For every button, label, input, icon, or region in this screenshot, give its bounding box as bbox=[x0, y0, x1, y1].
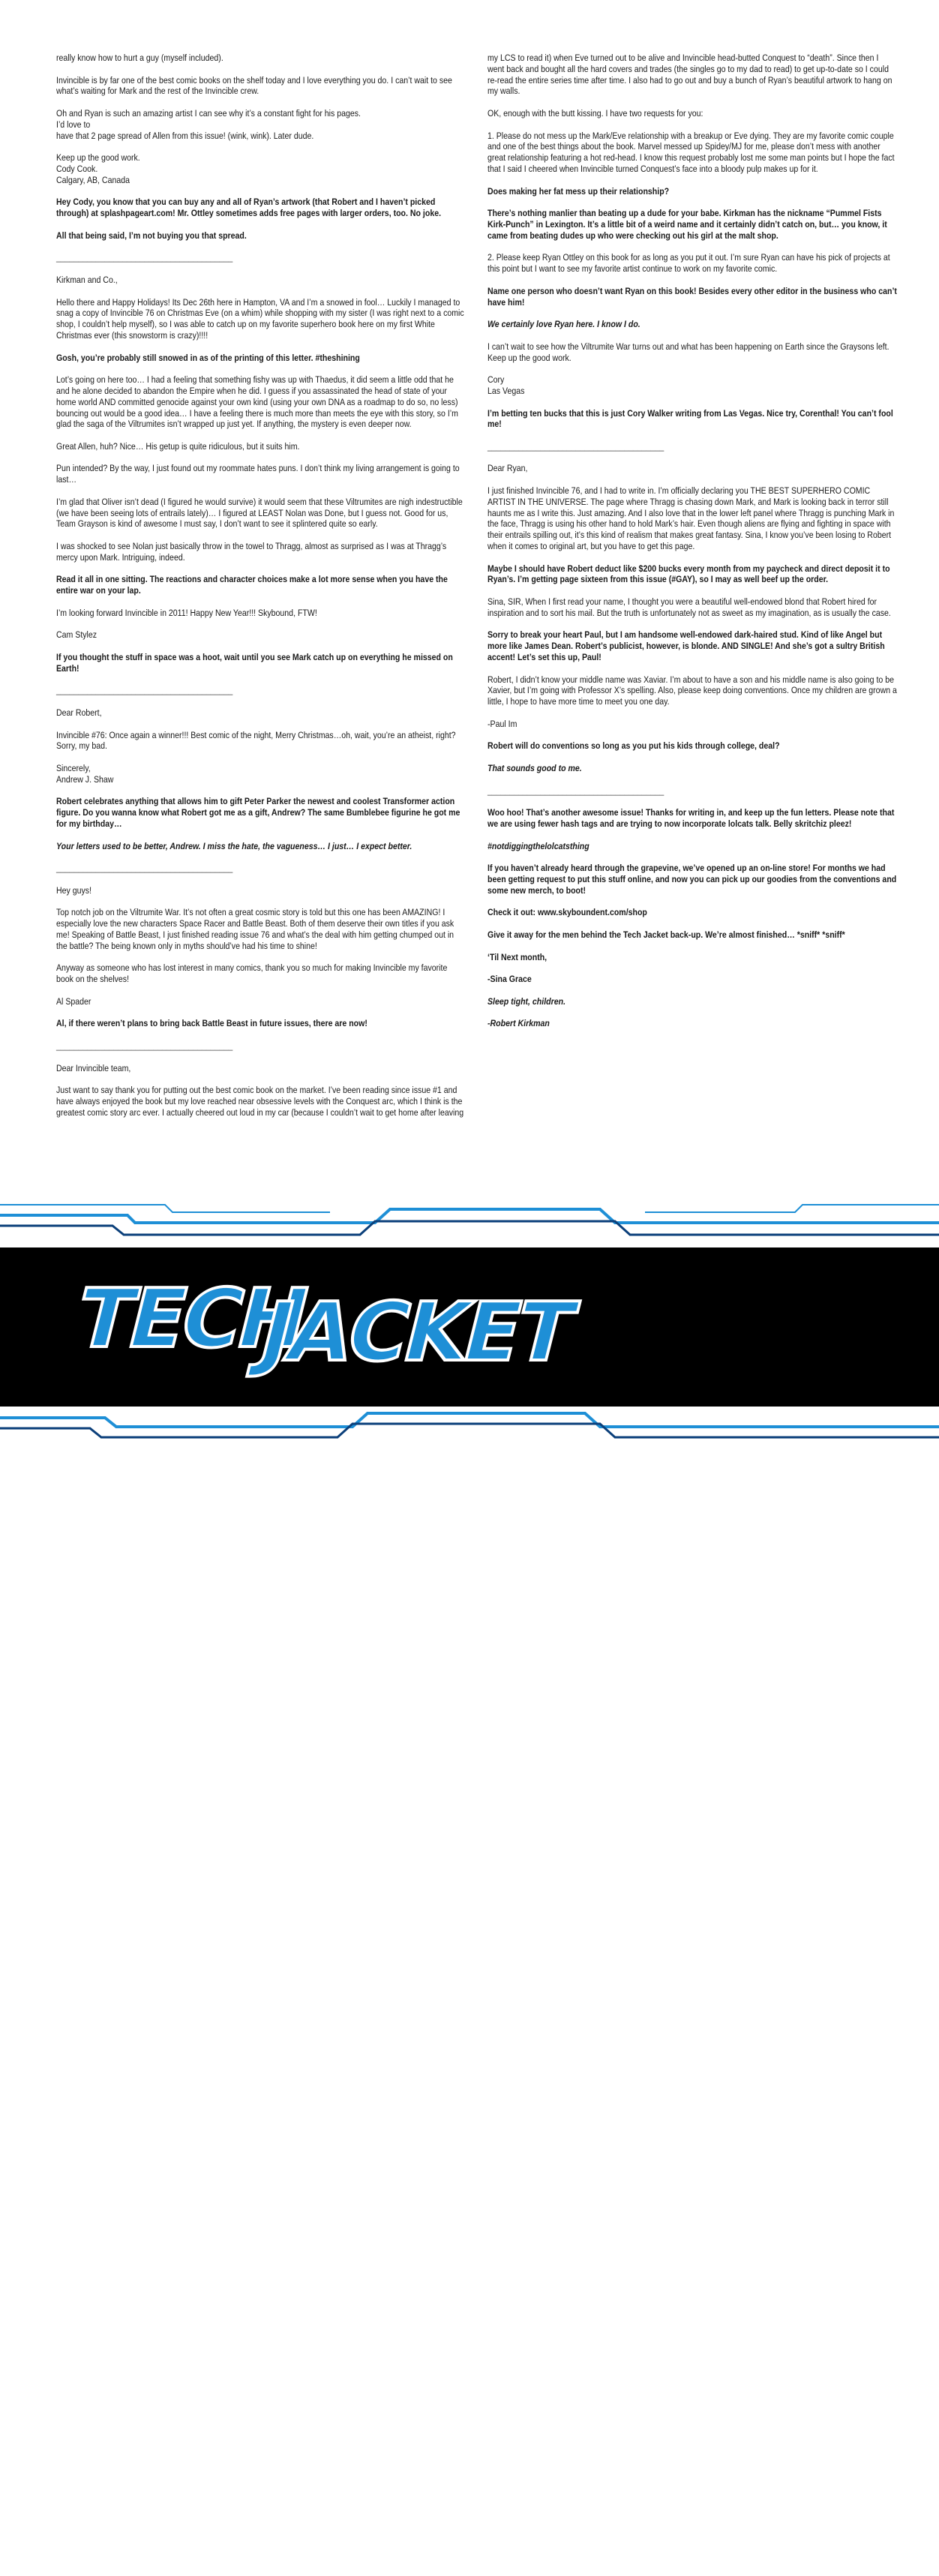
credits-block bbox=[566, 2466, 896, 2576]
letter-paragraph: 1. Please do not mess up the Mark/Eve relationship with a breakup or Eve dying. They are my favorite comic couple and one of the best things about the book. Marvel messed up Spidey/MJ for me, please don’t mess with another great relationship featuring a hot red-head. I know this request probably lost me some man points but I hope the fact that I said I cheered when Invincible turned Conquest’s face into a bloody pulp makes up for it. bbox=[488, 130, 895, 174]
written-by-credit: Written by: Robert Kirkman & bbox=[663, 2493, 889, 2507]
letter-paragraph: Does making her fat mess up their relationship? bbox=[488, 185, 670, 197]
letter-paragraph: We certainly love Ryan here. I know I do. bbox=[488, 319, 640, 330]
letter-paragraph: Pun intended? By the way, I just found out my roommate hates puns. I don’t think my living arrangement is going to last… bbox=[56, 463, 460, 485]
letter-paragraph: I’m glad that Oliver isn’t dead (I figured he would survive) it would seem that these Viltrumites are nigh indestructible (we have been seeing lots of entrails lately)… I figured at LEAST Nolan was Done, but I guess not. Good for us, Team Grayson is kind of awesome I must say, I don’t want to see it splintered quite so early. bbox=[56, 496, 463, 530]
letter-paragraph: Al, if there weren’t plans to bring back Battle Beast in future issues, there are now! bbox=[56, 1018, 368, 1029]
letter-paragraph: my LCS to read it) when Eve turned out to be alive and Invincible head-butted Conquest to “death”. Since then I went back and bought all the hard covers and trades (the singles go to my dad to read) to get up-to-date so I could re-read the entire series time after time. I also had to go out and buy a bunch of Ryan’s beautiful artwork to hang on my walls. bbox=[488, 53, 892, 97]
letter-paragraph: Dear Robert, bbox=[56, 707, 102, 719]
letter-paragraph: really know how to hurt a guy (myself included). bbox=[56, 53, 224, 63]
letter-paragraph: That sounds good to me. bbox=[488, 763, 582, 773]
letter-paragraph: Hey guys! bbox=[56, 884, 92, 896]
letter-paragraph: ‘Til Next month, bbox=[488, 951, 548, 962]
letters-page bbox=[0, 53, 939, 1200]
section-divider: ________________________________________ bbox=[488, 785, 664, 796]
letter-paragraph: If you haven’t already heard through the grapevine, we’ve opened up an on-line store! For months we had been getting request to put this stuff online, and now you can pick up our goodies from the conventions and some new merch, to boot! bbox=[488, 863, 897, 896]
circuit-frame-graphic bbox=[0, 1200, 939, 1444]
letter-paragraph: -Sina Grace bbox=[488, 974, 532, 985]
letter-paragraph: Dear Ryan, bbox=[488, 463, 528, 474]
logo-word-tech: TECH bbox=[66, 1271, 316, 1366]
section-divider: ________________________________________ bbox=[56, 863, 233, 874]
letter-paragraph: Sorry to break your heart Paul, but I am handsome well-endowed dark-haired stud. Kind of like Angel but more like James Dean. Robert’s publicist, however, is blonde. AND SINGLE! And she’s got a sultry British accent! Let’s set this up, Paul! bbox=[488, 629, 885, 663]
letter-paragraph: Maybe I should have Robert deduct like $200 bucks every month from my paycheck and direct deposit it to Ryan’s. I’m getting page sixteen from this issue (#GAY), so I may as well beef up the order. bbox=[488, 563, 890, 585]
letter-paragraph: Great Allen, huh? Nice… His getup is quite ridiculous, but it suits him. bbox=[56, 440, 300, 452]
section-divider: ________________________________________ bbox=[56, 1040, 233, 1051]
lettering-credit: Lettering by: Rus Wooton bbox=[566, 2562, 756, 2576]
chapter-title: CHAPTER 7 of 8 bbox=[589, 2466, 777, 2490]
circuit-lines-top bbox=[0, 1205, 939, 1235]
letter-paragraph: Keep up the good work. Cody Cook. Calgary, AB, Canada bbox=[56, 152, 140, 185]
letter-paragraph: Anyway as someone who has lost interest in many comics, thank you so much for making Invincible my favorite book on the shelves! bbox=[56, 962, 448, 985]
letter-paragraph: -Paul Im bbox=[488, 718, 518, 729]
letter-paragraph: Gosh, you’re probably still snowed in as of the printing of this letter. #theshining bbox=[56, 352, 360, 363]
letter-paragraph: OK, enough with the butt kissing. I have two requests for you: bbox=[488, 107, 704, 119]
letter-paragraph: #notdiggingthelolcatsthing bbox=[488, 840, 590, 851]
letters-column-right bbox=[488, 53, 897, 1040]
letter-paragraph: Cory Las Vegas bbox=[488, 374, 525, 396]
letter-paragraph: Check it out: www.skyboundent.com/shop bbox=[488, 907, 647, 918]
written-by-credit-2: Aubrey Sitterson bbox=[757, 2511, 889, 2524]
letter-paragraph: Top notch job on the Viltrumite War. It’s not often a great cosmic story is told but this one has been AMAZING! I especially love the new characters Space Racer and Battle Beast. Both of them deserve their own titles if you ask me! Speaking of Battle Beast, I just finished reading issue 76 and what’s the deal with him getting chumped out in the battle? The being known only in myths should’ve had his time to shine! bbox=[56, 907, 454, 951]
letter-paragraph: Sleep tight, children. bbox=[488, 995, 566, 1007]
letter-paragraph: Invincible is by far one of the best comic books on the shelf today and I love everything you do. I can’t wait to see what’s waiting for Mark and the rest of the Invincible crew. bbox=[56, 74, 452, 97]
letter-paragraph: Lot’s going on here too… I had a feeling that something fishy was up with Thaedus, it did seem a little odd that he and he alone decided to abandon the Empire when he did. I guess if you assassinated the head of state of your home world AND committed genocide against your own kind (using your own DNA as a roadmap to do so, no less) bouncing out would be a good idea… I have a feeling there is much more than meets the eye with this story, so I’m glad the saga of the Viltrumites isn’t wrapped up just yet. If anything, the mystery is even deeper now. bbox=[56, 374, 458, 430]
letter-paragraph: Robert celebrates anything that allows him to gift Peter Parker the newest and coolest Transformer action figure. Do you wanna know what Robert got me as a gift, Andrew? The same Bumblebee figurine he got me for my birthday… bbox=[56, 796, 460, 829]
letter-paragraph: Invincible #76: Once again a winner!!! Best comic of the night, Merry Christmas…oh, wait, you’re an atheist, right? Sorry, my bad. bbox=[56, 729, 456, 752]
tech-jacket-banner bbox=[0, 1200, 939, 2576]
letter-paragraph: Hey Cody, you know that you can buy any and all of Ryan’s artwork (that Robert and I haven’t picked through) at splashpageart.com! Mr. Ottley sometimes adds free pages with larger orders, too. No joke. bbox=[56, 197, 442, 219]
letter-paragraph: I can’t wait to see how the Viltrumite War turns out and what has been happening on Earth since the Graysons left. Keep up the good work. bbox=[488, 341, 890, 363]
letter-paragraph: Name one person who doesn’t want Ryan on this book! Besides every other editor in the business who can’t have him! bbox=[488, 285, 897, 308]
letter-paragraph: I’m betting ten bucks that this is just Cory Walker writing from Las Vegas. Nice try, Corenthal! You can’t fool me! bbox=[488, 407, 893, 430]
letter-paragraph: I was shocked to see Nolan just basically throw in the towel to Thragg, almost as surprised as I was at Thragg’s mercy upon Mark. Intriguing, indeed. bbox=[56, 541, 447, 563]
letter-paragraph: Al Spader bbox=[56, 995, 92, 1007]
letter-paragraph: Dear Invincible team, bbox=[56, 1062, 131, 1073]
letter-paragraph: Hello there and Happy Holidays! Its Dec 26th here in Hampton, VA and I’m a snowed in fool… Luckily I managed to snag a copy of Invincible 76 on Christmas Eve (on a whim) while shopping with my sister (I was right next to a comic shop, I couldn’t help myself), so I was able to catch up on my favorite superhero book here on my first White Christmas ever (this snowstorm is crazy)!!!! bbox=[56, 296, 464, 341]
section-divider: ________________________________________ bbox=[56, 685, 233, 696]
section-divider: ________________________________________ bbox=[56, 252, 233, 263]
letter-paragraph: Give it away for the men behind the Tech Jacket back-up. We’re almost finished… *sniff* *sniff* bbox=[488, 929, 845, 940]
letter-paragraph: Just want to say thank you for putting out the best comic book on the market. I’ve been reading since issue #1 and have always enjoyed the book but my love reached near obsessive levels with the Conquest arc, which I think is the greatest comic story arc ever. I actually cheered out loud in my car (because I couldn’t wait to get home after leaving bbox=[56, 1085, 464, 1118]
circuit-lines-bottom bbox=[0, 1413, 939, 1437]
letter-paragraph: Your letters used to be better, Andrew. I miss the hate, the vagueness… I just… I expect better. bbox=[56, 840, 412, 851]
colors-credit: Colors by: Ron Riley bbox=[566, 2545, 720, 2559]
tech-jacket-logo bbox=[63, 1271, 588, 1380]
letters-column-left bbox=[56, 53, 466, 1129]
letter-paragraph: Oh and Ryan is such an amazing artist I can see why it’s a constant fight for his pages. I’d love to have that 2 page spread of Allen from this issue! (wink, wink). Later dude. bbox=[56, 107, 362, 141]
letter-paragraph: All that being said, I’m not buying you that spread. bbox=[56, 230, 247, 241]
letter-paragraph: Cam Stylez bbox=[56, 629, 98, 641]
letter-paragraph: Woo hoo! That’s another awesome issue! Thanks for writing in, and keep up the fun letters. Please note that we are using fewer hash tags and are trying to now incorporate lolcats talk. Belly skritchiz pleez! bbox=[488, 807, 895, 829]
section-divider: ________________________________________ bbox=[488, 440, 664, 452]
pencils-credit: Pencils & Inks by: E.J. Su bbox=[566, 2528, 752, 2541]
letter-paragraph: There’s nothing manlier than beating up a dude for your babe. Kirkman has the nickname “Pummel Fists Kirk-Punch” in Lexington. It’s a little bit of a weird name and it certainly didn’t catch on, but… you know, it came from beating dudes up who were checking out his girl at the malt shop. bbox=[488, 208, 887, 241]
letter-paragraph: I just finished Invincible 76, and I had to write in. I’m officially declaring you THE BEST SUPERHERO COMIC ARTIST IN THE UNIVERSE. The page where Thragg is chasing down Mark, and Mark is looking back in terror still haunts me as I write this. Just amazing. And I also love that in the lower left panel where Thragg is punching Mark in the face, Thragg is using his other hand to hold Mark’s hair. Even though aliens are flying and fighting in space with their entrails spilling out, it’s this kind of realism that makes great fantasy. Sina, I know you’ve been losing to Robert when it comes to original art, but you have to get this page. bbox=[488, 485, 895, 552]
letter-paragraph: 2. Please keep Ryan Ottley on this book for as long as you put it out. I’m sure Ryan can have his pick of projects at this point but I want to see my favorite artist continue to work on my favorite comic. bbox=[488, 252, 890, 275]
letter-paragraph: If you thought the stuff in space was a hoot, wait until you see Mark catch up on everything he missed on Earth! bbox=[56, 652, 453, 674]
letter-paragraph: Read it all in one sitting. The reactions and character choices make a lot more sense when you have the entire war on your lap. bbox=[56, 574, 448, 596]
letter-paragraph: -Robert Kirkman bbox=[488, 1018, 550, 1029]
letter-paragraph: Sina, SIR, When I first read your name, I thought you were a beautiful well-endowed blond that Robert hired for inspiration and to sort his mail. But the truth is unfortunately not as sweet as my imagination, as is usually the case. bbox=[488, 596, 891, 618]
letter-paragraph: Sincerely, Andrew J. Shaw bbox=[56, 763, 114, 785]
letter-paragraph: I’m looking forward Invincible in 2011! Happy New Year!!! Skybound, FTW! bbox=[56, 607, 317, 618]
logo-word-jacket: JACKET bbox=[250, 1284, 582, 1380]
letter-paragraph: Robert will do conventions so long as you put his kids through college, deal? bbox=[488, 740, 780, 752]
letter-paragraph: Kirkman and Co., bbox=[56, 274, 118, 285]
letter-paragraph: Robert, I didn’t know your middle name was Xaviar. I’m about to have a son and his middle name is also going to be Xavier, but I’m going with Professor X’s spelling. Also, please keep doing conventions. Once my children are grown a little, I hope to have more time to meet you one day. bbox=[488, 674, 897, 707]
